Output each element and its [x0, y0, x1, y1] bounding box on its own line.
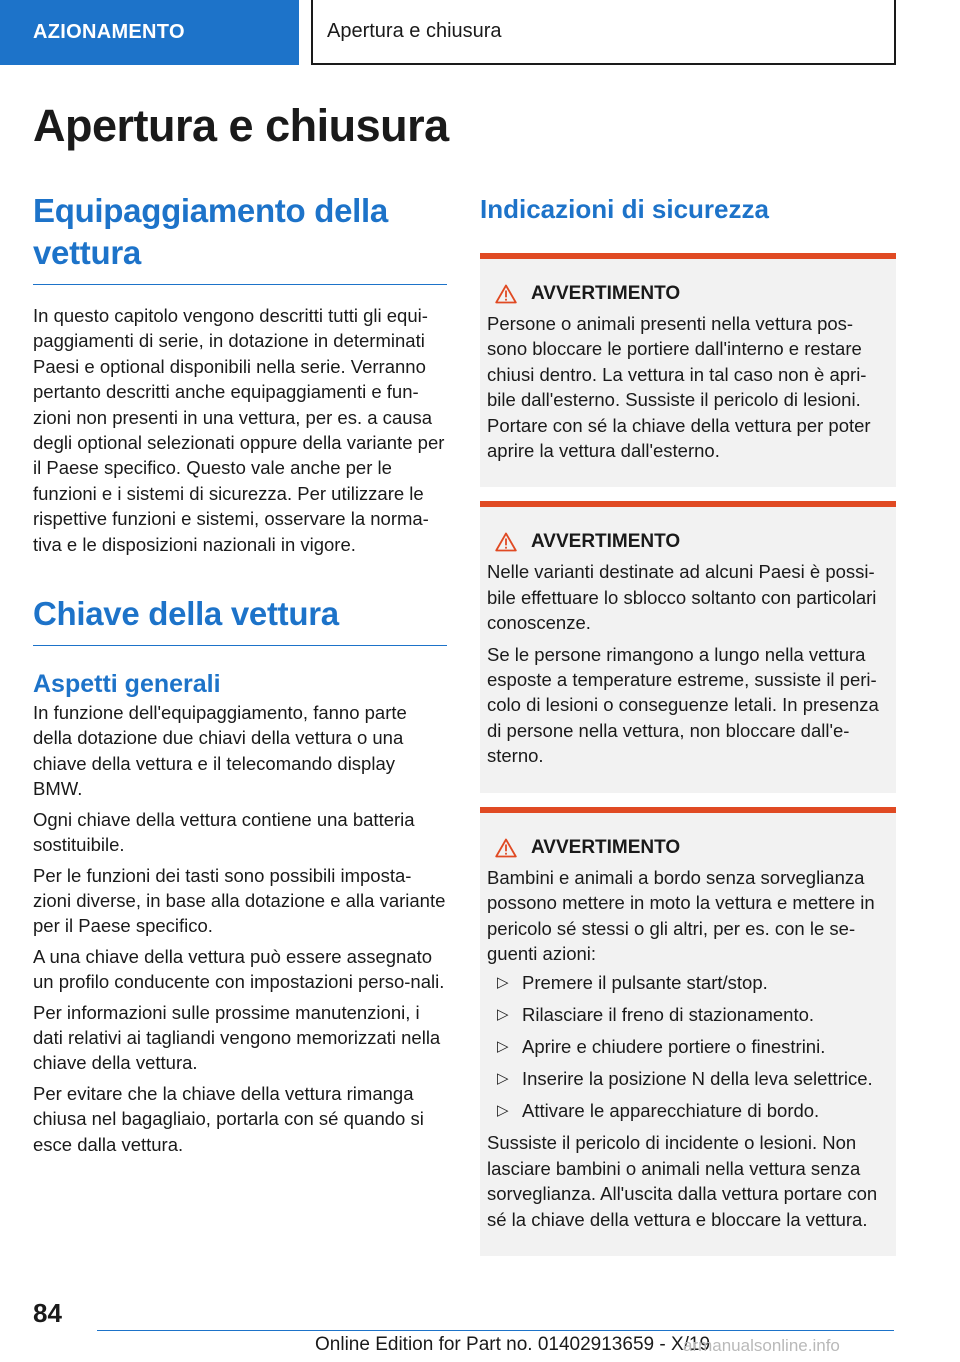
warning-text: Sussiste il pericolo di incidente o lesioni. Non lasciare bambini o animali nella vettura senza sorveglianza. All'uscita dalla vettura portare con sé la chiave della vettura e bloccare la vettura.	[487, 1132, 878, 1230]
page-number: 84	[33, 1298, 62, 1328]
warning-box	[480, 501, 896, 792]
list-item: ▷ Rilasciare il freno di stazionamento.	[487, 1002, 890, 1027]
key-paragraph: A una chiave della vettura può essere assegnato un profilo conducente con impostazioni perso-nali.	[33, 945, 445, 993]
list-item: ▷ Attivare le apparecchiature di bordo.	[487, 1098, 890, 1123]
warning-label: AVVERTIMENTO	[531, 836, 681, 858]
list-item: ▷ Inserire la posizione N della leva selettrice.	[487, 1066, 890, 1091]
warning-triangle-icon	[495, 838, 517, 858]
warning-box	[480, 807, 896, 1256]
warning-text: Nelle varianti destinate ad alcuni Paesi è possi-bile effettuare lo sblocco soltanto con particolari conoscenze.	[487, 561, 877, 634]
warning-heading	[487, 833, 890, 863]
key-paragraph: Ogni chiave della vettura contiene una batteria sostituibile.	[33, 808, 415, 856]
subsection-title-general: Aspetti generali	[33, 670, 221, 699]
bullet-triangle-icon: ▷	[497, 1038, 509, 1056]
bullet-triangle-icon: ▷	[497, 1006, 509, 1024]
section-title-safety: Indicazioni di sicurezza	[480, 194, 769, 224]
warning-heading	[487, 527, 890, 557]
key-paragraph: In funzione dell'equipaggiamento, fanno parte della dotazione due chiavi della vettura o una chiave della vettura e il telecomando display BMW.	[33, 702, 407, 800]
right-column	[480, 190, 896, 1256]
warning-heading	[487, 279, 890, 309]
warning-action-list	[487, 970, 890, 1123]
warning-box	[480, 253, 896, 487]
equipment-paragraph: In questo capitolo vengono descritti tutti gli equi-paggiamenti di serie, in dotazione in determinati Paesi e optional disponibili nella serie. Verranno pertanto descritti anche equipaggiamenti e fun-zioni non presenti in una vettura, per es. a causa degli optional selezionati oppure della variante per il Paese specifico. Questo vale anche per le funzioni e i sistemi di sicurezza. Per utilizzare le rispettive funzioni e sistemi, osservare la norma-tiva e le disposizioni nazionali in vigore.	[33, 305, 445, 555]
warning-text: Se le persone rimangono a lungo nella vettura esposte a temperature estreme, sussiste il peri-colo di lesioni o conseguenze letali. In presenza di persone nella vettura, non bloccare dall'e-sterno.	[487, 643, 879, 767]
key-paragraph: Per evitare che la chiave della vettura rimanga chiusa nel bagagliaio, portarla con sé quando si esce dalla vettura.	[33, 1082, 424, 1155]
warning-triangle-icon	[495, 284, 517, 304]
page-title: Apertura e chiusura	[33, 100, 449, 151]
bullet-triangle-icon: ▷	[497, 974, 509, 992]
list-item: ▷ Aprire e chiudere portiere o finestrini.	[487, 1034, 890, 1059]
key-paragraph: Per informazioni sulle prossime manutenzioni, i dati relativi ai tagliandi vengono memorizzati nella chiave della vettura.	[33, 1001, 441, 1074]
footer-divider	[97, 1330, 894, 1331]
key-paragraph: Per le funzioni dei tasti sono possibili imposta-zioni diverse, in base alla dotazione e alla variante per il Paese specifico.	[33, 864, 446, 937]
warning-text: Bambini e animali a bordo senza sorveglianza possono mettere in moto la vettura e mettere in pericolo sé stessi o gli altri, per es. con le se-guenti azioni:	[487, 866, 875, 964]
watermark: armanualsonline.info	[683, 1336, 840, 1355]
list-item: ▷ Premere il pulsante start/stop.	[487, 970, 890, 995]
warning-triangle-icon	[495, 532, 517, 552]
chapter-header: Apertura e chiusura	[311, 0, 896, 65]
warning-text: Persone o animali presenti nella vettura pos-sono bloccare le portiere dall'interno e restare chiusi dentro. La vettura in tal caso non è apri-bile dall'esterno. Sussiste il pericolo di lesioni. Portare con sé la chiave della vettura per poter aprire la vettura dall'esterno.	[487, 313, 871, 462]
section-tab[interactable]: AZIONAMENTO	[0, 0, 299, 65]
warning-label: AVVERTIMENTO	[531, 283, 681, 304]
warning-label: AVVERTIMENTO	[531, 531, 681, 553]
section-title-equipment: Equipaggiamento della vettura	[33, 190, 447, 285]
bullet-triangle-icon: ▷	[497, 1102, 509, 1120]
section-title-key: Chiave della vettura	[33, 593, 447, 646]
bullet-triangle-icon: ▷	[497, 1070, 509, 1088]
footer-edition: Online Edition for Part no. 01402913659 - X/19	[315, 1334, 711, 1355]
left-column	[33, 190, 447, 1157]
